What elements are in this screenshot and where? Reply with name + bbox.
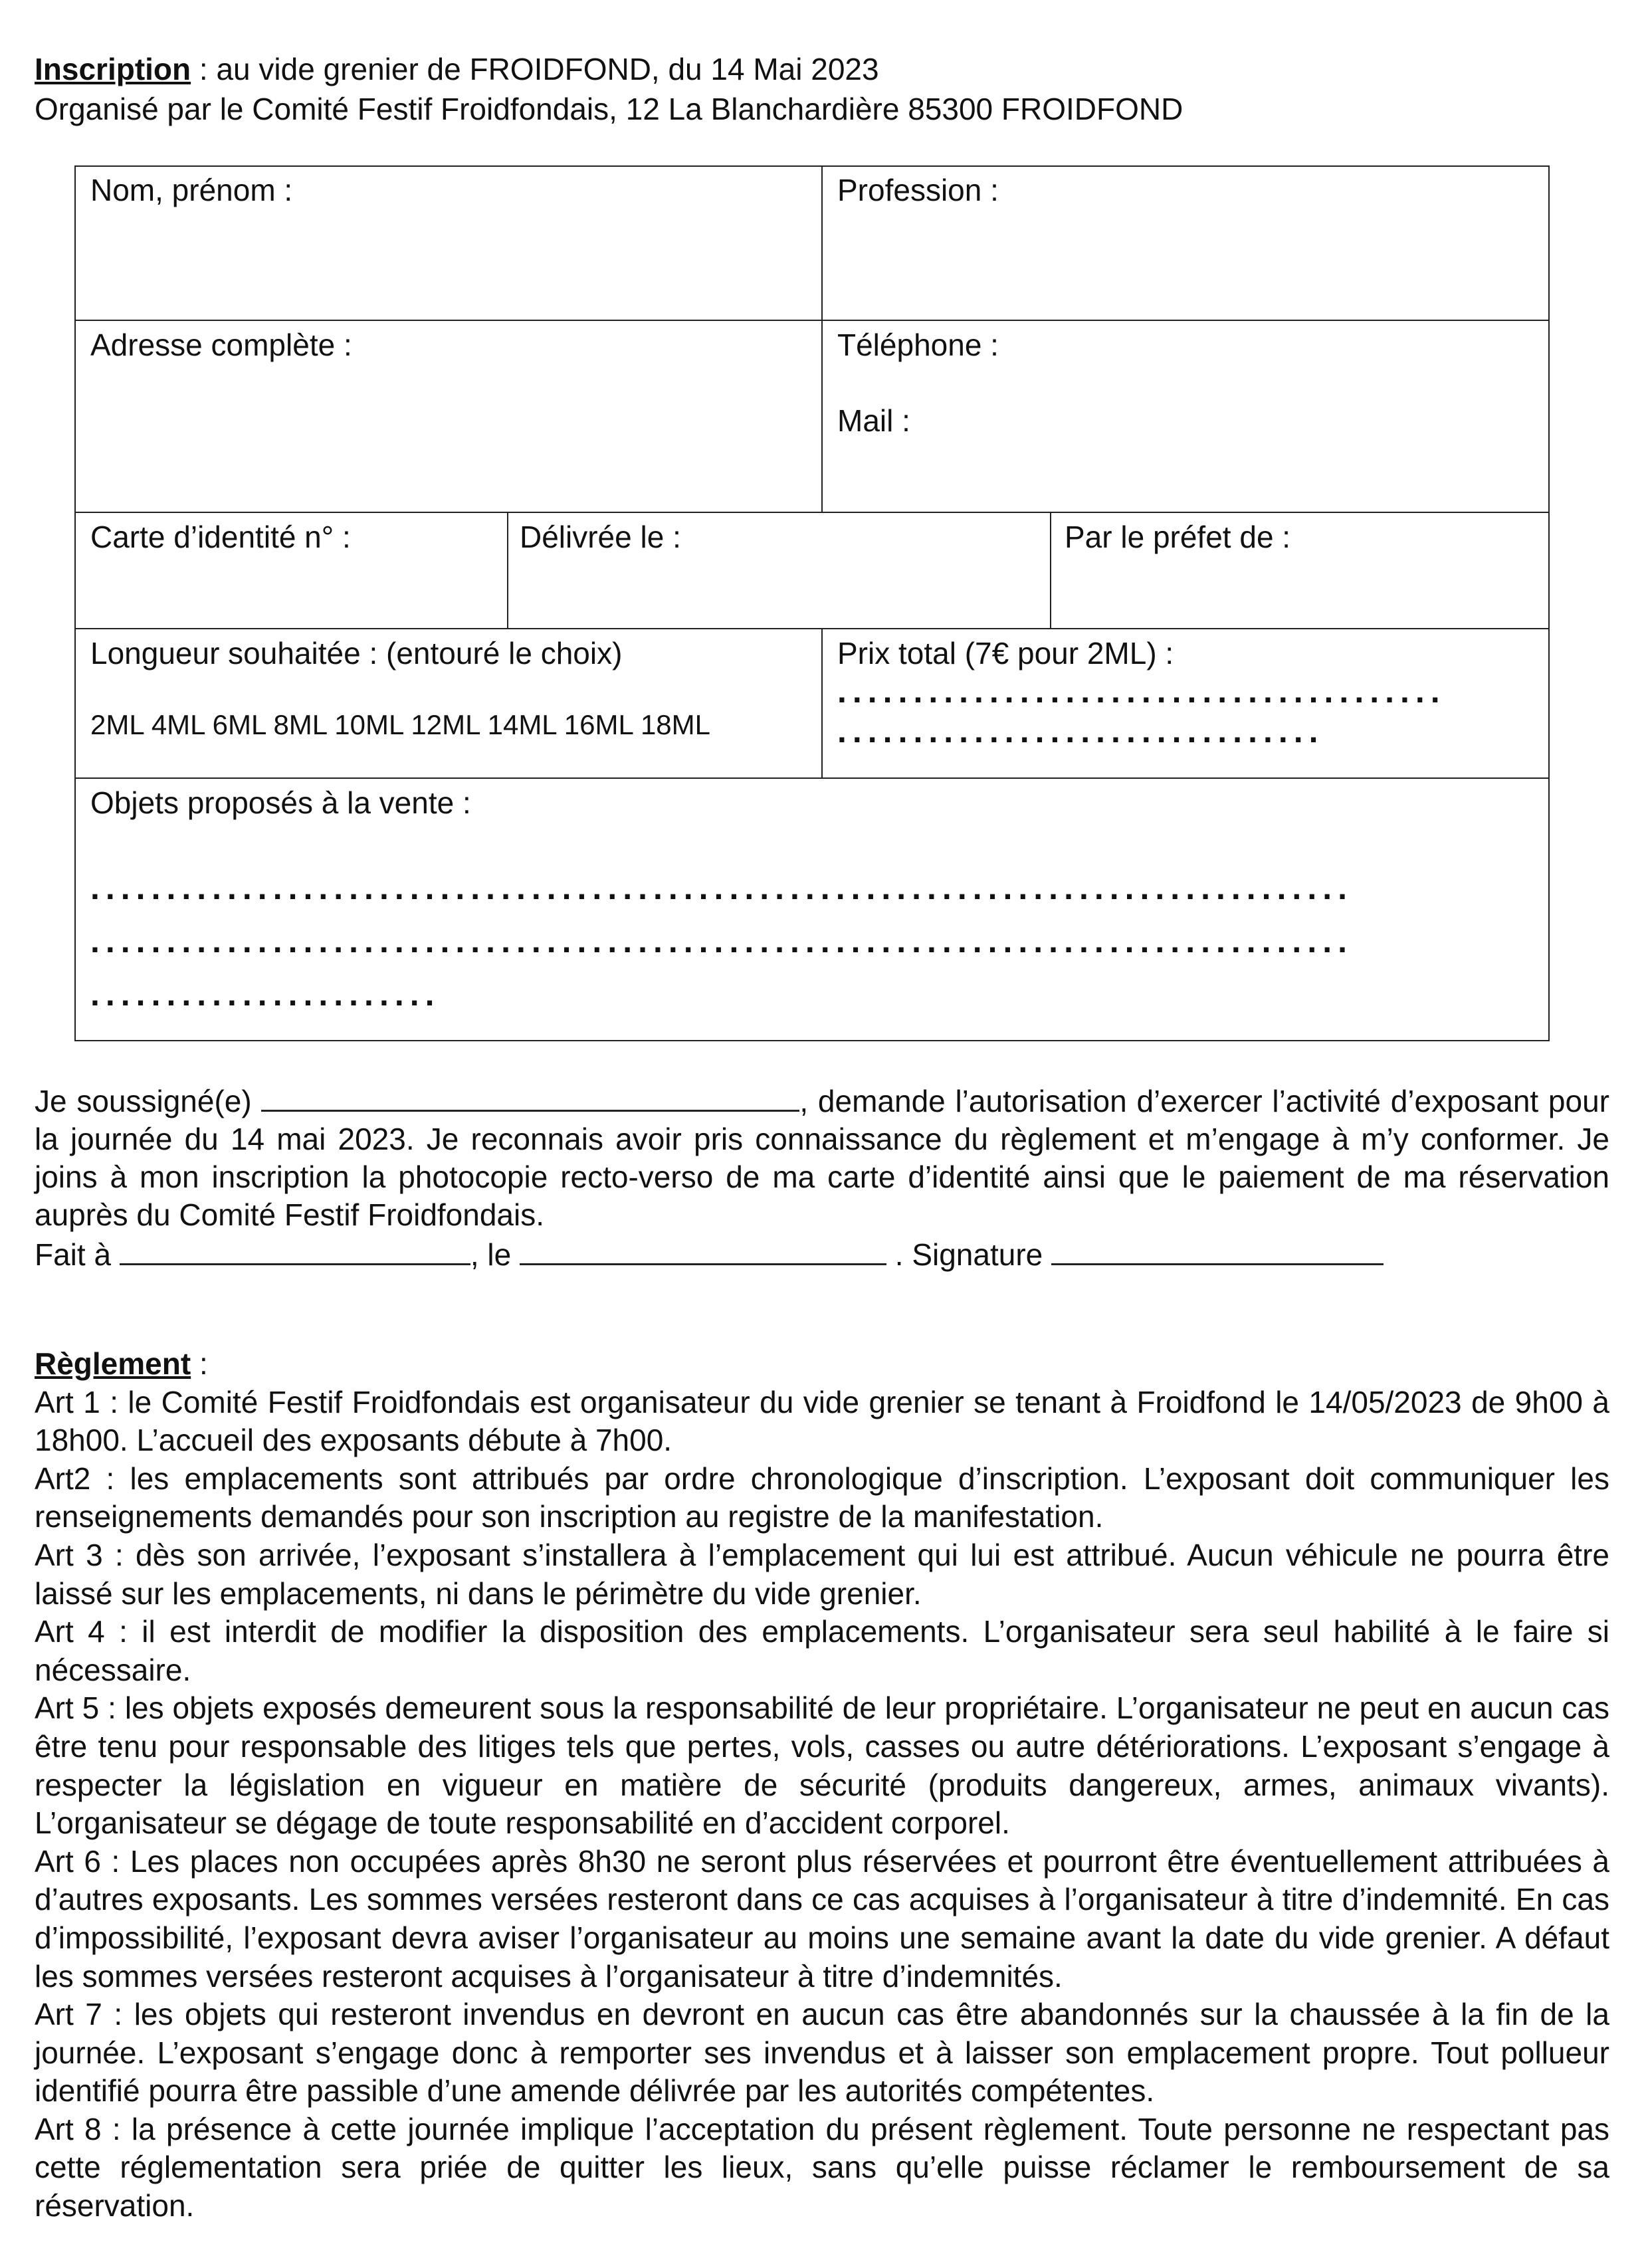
- profession-field-label: Profession :: [837, 173, 999, 207]
- rule-article: Art2 : les emplacements sont attribués par ordre chronologique d’inscription. L’exposant doit communiquer les renseignements demandés pour son inscription au registre de la manifestation.: [35, 1461, 1609, 1534]
- rule-article: Art 8 : la présence à cette journée implique l’acceptation du présent règlement. Toute personne ne respectant pas cette réglementation sera priée de quitter les lieux, sans qu’elle puisse réclamer le remboursement de sa réservation.: [35, 2111, 1609, 2223]
- rule-article: Art 6 : Les places non occupées après 8h30 ne seront plus réservées et pourront être éventuellement attribuées à d’autres exposants. Les sommes versées resteront dans ce cas acquises à l’organisateur à titre d’indemnité. En cas d’impossibilité, l’exposant devra aviser l’organisateur au moins une semaine avant la date du vide grenier. A défaut les sommes versées resteront acquises à l’organisateur à titre d’indemnités.: [35, 1843, 1609, 1994]
- declaration: [35, 1081, 1609, 1274]
- registration-form-table: [74, 165, 1550, 1041]
- price-field-label: Prix total (7€ pour 2ML) :: [837, 636, 1174, 670]
- name-blank-line[interactable]: [261, 1081, 799, 1112]
- row-divider: [76, 777, 1548, 779]
- signature-line: [35, 1234, 1609, 1274]
- declaration-start: Je soussigné(e): [35, 1084, 262, 1118]
- fait-a-label: Fait à: [35, 1237, 120, 1272]
- rules-section: [35, 1345, 1609, 2225]
- col-divider: [821, 167, 823, 512]
- objects-field-label: Objets proposés à la vente :: [90, 785, 471, 820]
- rule-article: Art 1 : le Comité Festif Froidfondais est organisateur du vide grenier se tenant à Froidfond le 14/05/2023 de 9h00 à 18h00. L’accueil des exposants débute à 7h00.: [35, 1384, 1609, 1458]
- rules-title-suffix: :: [191, 1346, 208, 1381]
- objects-dotted-line: ...................................................................................: [90, 924, 1354, 958]
- declaration-paragraph: [35, 1081, 1609, 1234]
- price-dotted-line: ................................: [837, 714, 1324, 748]
- col-divider: [821, 628, 823, 777]
- rules-heading: [35, 1345, 1609, 1384]
- rule-article: Art 3 : dès son arrivée, l’exposant s’installera à l’emplacement qui lui est attribué. Aucun véhicule ne pourra être laissé sur les emplacements, ni dans le périmètre du vide grenier.: [35, 1537, 1609, 1611]
- prefect-field-label: Par le préfet de :: [1065, 520, 1291, 554]
- inscription-title: Inscription: [35, 52, 191, 86]
- price-dotted-line: ........................................: [837, 674, 1446, 708]
- place-blank-line[interactable]: [120, 1234, 470, 1265]
- signature-label: . Signature: [886, 1237, 1052, 1272]
- date-label: , le: [470, 1237, 520, 1272]
- name-field-label: Nom, prénom :: [90, 173, 293, 207]
- row-divider: [76, 320, 1548, 321]
- header-line-1: [35, 49, 1609, 89]
- row-divider: [76, 628, 1548, 629]
- length-options: 2ML 4ML 6ML 8ML 10ML 12ML 14ML 16ML 18ML: [90, 709, 711, 740]
- rules-title: Règlement: [35, 1346, 191, 1381]
- length-field-label: Longueur souhaitée : (entouré le choix): [90, 636, 623, 670]
- declaration-text: , demande l’autorisation d’exercer l’activité d’exposant pour la journée du 14 mai 2023. Je reconnais avoir pris connaissance du règlement et m’engage à m’y conformer. Je joins à mon inscription la photocopie recto-verso de ma carte d’identité ainsi que le paiement de ma réservation auprès du Comité Festif Froidfondais.: [35, 1084, 1609, 1232]
- objects-dotted-line: .......................: [90, 978, 441, 1011]
- rule-article: Art 7 : les objets qui resteront invendus en devront en aucun cas être abandonnés sur la chaussée à la fin de la journée. L’exposant s’engage donc à remporter ses invendus et à laisser son emplacement propre. Tout pollueur identifié pourra être passible d’une amende délivrée par les autorités compétentes.: [35, 1997, 1609, 2109]
- objects-dotted-line: ...................................................................................: [90, 871, 1354, 904]
- mail-field-label: Mail :: [837, 403, 910, 438]
- id-card-field-label: Carte d’identité n° :: [90, 520, 351, 554]
- phone-field-label: Téléphone :: [837, 328, 999, 362]
- date-blank-line[interactable]: [520, 1234, 886, 1265]
- row-divider: [76, 512, 1548, 513]
- rule-article: Art 5 : les objets exposés demeurent sous la responsabilité de leur propriétaire. L’organisateur ne peut en aucun cas être tenu pour responsable des litiges tels que pertes, vols, casses ou autre détériorations. L’exposant s’engage à respecter la législation en vigueur en matière de sécurité (produits dangereux, armes, animaux vivants). L’organisateur se dégage de toute responsabilité en d’accident corporel.: [35, 1691, 1609, 1841]
- rule-article: Art 4 : il est interdit de modifier la disposition des emplacements. L’organisateur sera seul habilité à le faire si nécessaire.: [35, 1614, 1609, 1687]
- signature-blank-line[interactable]: [1051, 1234, 1384, 1265]
- col-divider: [1050, 512, 1051, 628]
- inscription-subtitle: : au vide grenier de FROIDFOND, du 14 Mai 2023: [191, 52, 879, 86]
- organizer-line: Organisé par le Comité Festif Froidfondais, 12 La Blanchardière 85300 FROIDFOND: [35, 92, 1183, 126]
- header: [35, 49, 1609, 129]
- issued-date-field-label: Délivrée le :: [520, 520, 681, 554]
- address-field-label: Adresse complète :: [90, 328, 352, 362]
- col-divider: [507, 512, 508, 628]
